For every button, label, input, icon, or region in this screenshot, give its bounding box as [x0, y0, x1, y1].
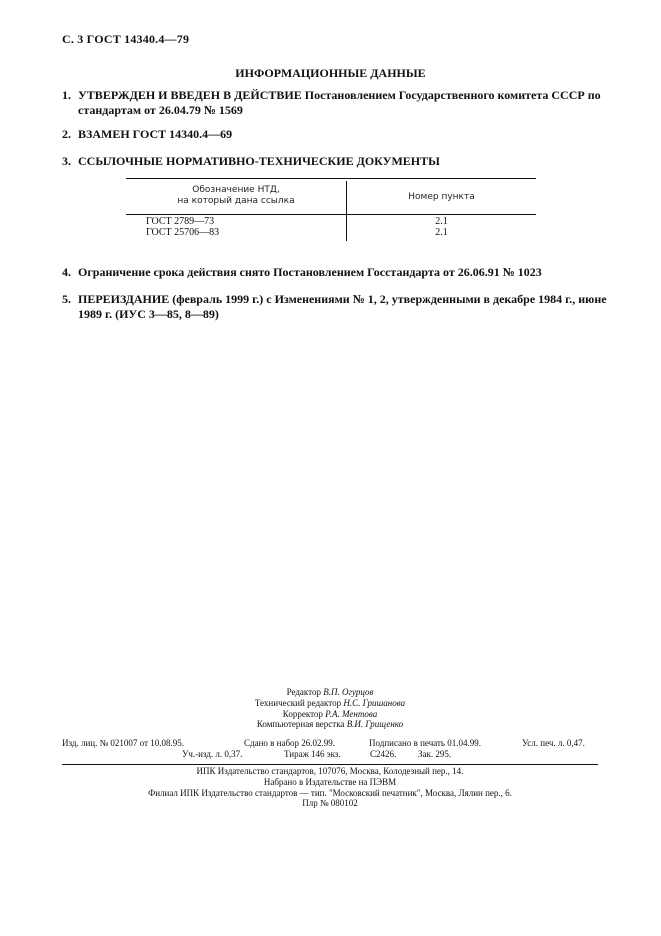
footer-line: Плр № 080102: [302, 798, 358, 809]
item-text: (февраль 1999 г.) с Изменениями № 1, 2, утвержденными в декабре 1984 г., июне 1989 г. (ИУС 3—85, 8—89): [78, 292, 607, 321]
table-cell-clause: 2.1: [435, 227, 448, 238]
table-header-clause: Номер пункта: [408, 192, 475, 202]
credit-line: [200, 687, 460, 698]
info-item-4: [62, 265, 607, 280]
print-sheets: Усл. печ. л. 0,47.: [522, 738, 585, 748]
item-number: 4.: [62, 265, 71, 279]
info-item-2: [62, 127, 607, 142]
credit-role: Корректор: [282, 708, 323, 719]
table-row: [126, 216, 536, 227]
credit-name: В.И. Грищенко: [346, 719, 404, 730]
credit-line: [200, 698, 460, 709]
publishing-rule: [62, 764, 598, 765]
item-caps: ПЕРЕИЗДАНИЕ: [78, 292, 170, 306]
credit-role: Редактор: [286, 687, 321, 697]
info-item-3: [62, 154, 607, 169]
editorial-credits: [200, 687, 460, 730]
reference-table: [126, 178, 536, 240]
publisher-sheets: Уч.-изд. л. 0,37.: [182, 749, 243, 759]
typeset-date: Сдано в набор 26.02.99.: [244, 738, 336, 748]
info-item-1: [62, 88, 607, 118]
item-text: Ограничение срока действия снято Постановлением Госстандарта от 26.06.91 № 1023: [78, 265, 542, 279]
print-run: Тираж 146 экз.: [284, 749, 341, 759]
order-number: Зак. 295.: [418, 749, 452, 759]
license-number: Изд. лиц. № 021007 от 10.08.95.: [62, 738, 184, 748]
table-header-doc-line1: Обозначение НТД,: [192, 185, 280, 195]
credit-role: Компьютерная верстка: [256, 719, 345, 730]
table-row: [126, 227, 536, 238]
credit-role: Технический редактор: [254, 697, 342, 708]
table-header-doc-line2: на который дана ссылка: [177, 196, 295, 206]
item-number: 2.: [62, 127, 71, 141]
table-header-rule: [126, 214, 536, 215]
table-cell-doc: ГОСТ 2789—73: [146, 216, 215, 227]
item-text: Постановлением Государственного комитета СССР по стандартам от 26.04.79 № 1569: [78, 88, 601, 117]
item-number: 3.: [62, 154, 71, 168]
page-header: С. 3 ГОСТ 14340.4—79: [62, 32, 190, 46]
credit-line: [200, 719, 460, 730]
credit-name: В.П. Огурцов: [323, 687, 374, 697]
table-header-doc: [126, 185, 346, 207]
edition-code: С2426.: [370, 749, 397, 759]
credit-name: Р.А. Ментова: [325, 708, 378, 719]
footer-line: Филиал ИПК Издательство стандартов — тип. "Московский печатник", Москва, Лялин пер., 6.: [148, 787, 512, 798]
item-caps: ССЫЛОЧНЫЕ НОРМАТИВНО-ТЕХНИЧЕСКИЕ ДОКУМЕНТЫ: [78, 154, 440, 168]
section-title: ИНФОРМАЦИОННЫЕ ДАННЫЕ: [235, 66, 426, 80]
publisher-footer: [62, 766, 598, 809]
footer-line: Набрано в Издательстве на ПЭВМ: [263, 776, 397, 787]
credit-name: Н.С. Гришанова: [343, 697, 406, 708]
item-caps: ВЗАМЕН ГОСТ 14340.4—69: [78, 127, 233, 141]
table-cell-clause: 2.1: [435, 216, 448, 227]
table-cell-doc: ГОСТ 25706—83: [146, 227, 220, 238]
footer-line: ИПК Издательство стандартов, 107076, Москва, Колодезный пер., 14.: [196, 766, 464, 776]
table-top-rule: [126, 178, 536, 179]
info-item-5: [62, 292, 607, 322]
item-number: 5.: [62, 292, 71, 306]
credit-line: [200, 709, 460, 720]
print-signed-date: Подписано в печать 01.04.99.: [369, 738, 482, 748]
item-number: 1.: [62, 88, 71, 102]
item-caps: УТВЕРЖДЕН И ВВЕДЕН В ДЕЙСТВИЕ: [78, 88, 302, 102]
